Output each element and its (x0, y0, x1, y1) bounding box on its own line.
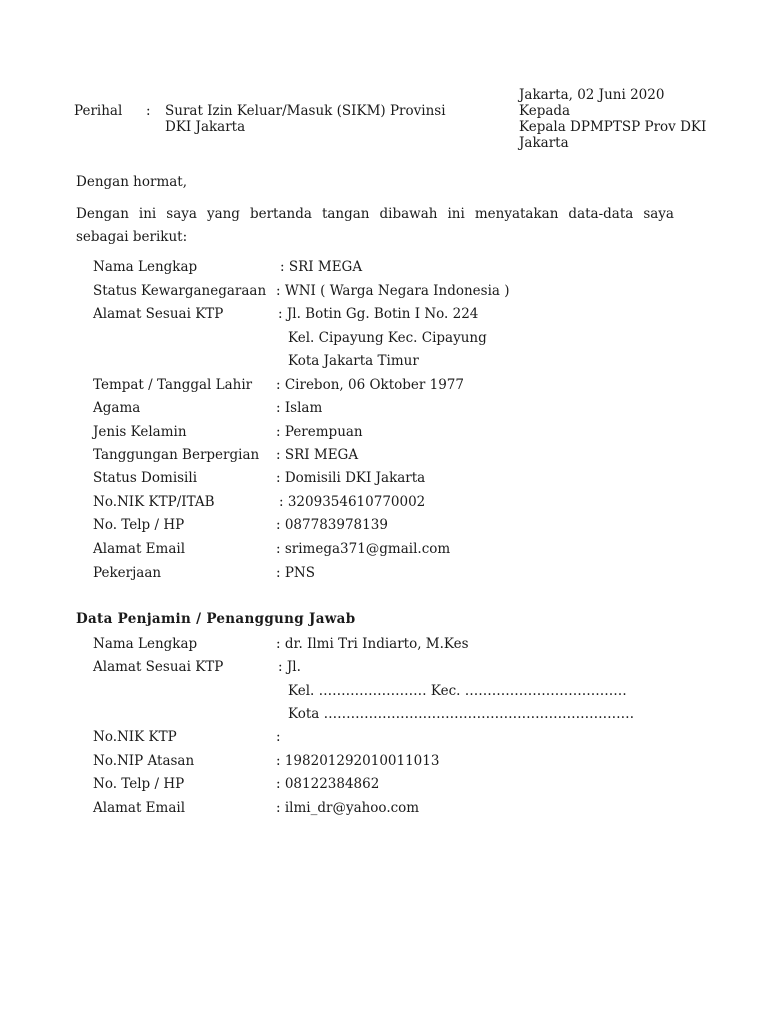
perihal-value-line-2: DKI Jakarta (165, 119, 246, 135)
guarantor-value-nik: : (276, 729, 281, 745)
applicant-label-jenis-kelamin: Jenis Kelamin (93, 424, 187, 440)
guarantor-value-alamat-kota: Kota …………………………………………………………… (288, 706, 635, 722)
applicant-value-agama: : Islam (276, 400, 323, 416)
applicant-value-pekerjaan: : PNS (276, 565, 315, 581)
guarantor-value-alamat: : Jl. (278, 659, 301, 675)
applicant-value-alamat-kota: Kota Jakarta Timur (288, 353, 419, 369)
applicant-value-ttl: : Cirebon, 06 Oktober 1977 (276, 377, 464, 393)
salutation: Dengan hormat, (76, 174, 188, 190)
applicant-value-email: : srimega371@gmail.com (276, 541, 451, 557)
applicant-label-nama: Nama Lengkap (93, 259, 198, 275)
guarantor-label-nik: No.NIK KTP (93, 729, 177, 745)
guarantor-label-telp: No. Telp / HP (93, 776, 185, 792)
applicant-value-alamat: : Jl. Botin Gg. Botin I No. 224 (278, 306, 479, 322)
applicant-value-tanggungan: : SRI MEGA (276, 447, 359, 463)
applicant-label-kewarganegaraan: Status Kewarganegaraan (93, 283, 267, 299)
recipient-line-1: Kepala DPMPTSP Prov DKI (519, 119, 707, 135)
guarantor-value-telp: : 08122384862 (276, 776, 380, 792)
applicant-label-email: Alamat Email (93, 541, 186, 557)
intro-paragraph (76, 203, 674, 249)
perihal-value (165, 103, 446, 135)
applicant-value-jenis-kelamin: : Perempuan (276, 424, 363, 440)
guarantor-value-nama: : dr. Ilmi Tri Indiarto, M.Kes (276, 636, 469, 652)
applicant-value-alamat-kel: Kel. Cipayung Kec. Cipayung (288, 330, 487, 346)
guarantor-value-nip: : 198201292010011013 (276, 753, 440, 769)
guarantor-section-title: Data Penjamin / Penanggung Jawab (76, 611, 356, 627)
recipient-to-label: Kepada (519, 103, 571, 119)
guarantor-value-alamat-kel: Kel. …………………… Kec. ……………………………… (288, 683, 627, 699)
applicant-label-ttl: Tempat / Tanggal Lahir (93, 377, 253, 393)
guarantor-label-email: Alamat Email (93, 800, 186, 816)
guarantor-label-alamat: Alamat Sesuai KTP (93, 659, 224, 675)
applicant-label-domisili: Status Domisili (93, 470, 198, 486)
applicant-label-tanggungan: Tanggungan Berpergian (93, 447, 260, 463)
perihal-value-line-1: Surat Izin Keluar/Masuk (SIKM) Provinsi (165, 103, 446, 119)
guarantor-label-nip: No.NIP Atasan (93, 753, 195, 769)
applicant-value-nama: : SRI MEGA (280, 259, 363, 275)
perihal-label: Perihal (74, 103, 123, 119)
date-recipient-block (519, 87, 706, 151)
applicant-value-kewarganegaraan: : WNI ( Warga Negara Indonesia ) (276, 283, 510, 299)
guarantor-label-nama: Nama Lengkap (93, 636, 198, 652)
applicant-label-alamat: Alamat Sesuai KTP (93, 306, 224, 322)
intro-line-2: sebagai berikut: (76, 229, 188, 245)
intro-line-1: Dengan ini saya yang bertanda tangan dibawah ini menyatakan data-data saya (76, 206, 674, 222)
guarantor-value-email: : ilmi_dr@yahoo.com (276, 800, 420, 816)
applicant-label-nik: No.NIK KTP/ITAB (93, 494, 215, 510)
recipient-line-2: Jakarta (519, 135, 569, 151)
applicant-value-telp: : 087783978139 (276, 517, 388, 533)
applicant-label-pekerjaan: Pekerjaan (93, 565, 162, 581)
perihal-colon: : (146, 103, 151, 119)
applicant-label-telp: No. Telp / HP (93, 517, 185, 533)
applicant-label-agama: Agama (93, 400, 141, 416)
applicant-value-domisili: : Domisili DKI Jakarta (276, 470, 426, 486)
letter-date: Jakarta, 02 Juni 2020 (519, 87, 665, 103)
applicant-value-nik: : 3209354610770002 (279, 494, 426, 510)
